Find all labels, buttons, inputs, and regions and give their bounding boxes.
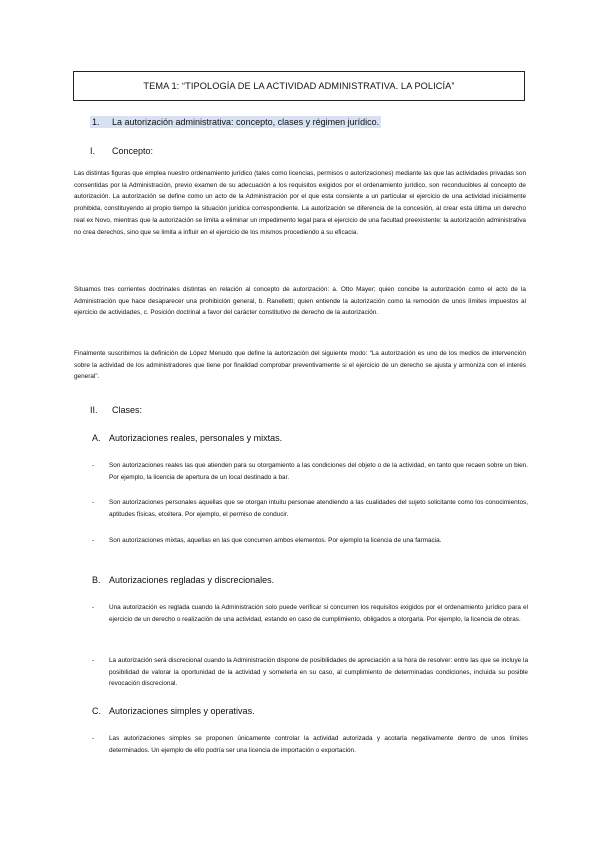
subsection-heading-b: [92, 575, 274, 585]
list-item: [92, 733, 528, 756]
page-title: TEMA 1: “TIPOLOGÍA DE LA ACTIVIDAD ADMINISTRATIVA. LA POLICÍA”: [143, 81, 455, 91]
concepto-label: Concepto:: [112, 146, 154, 156]
list-item: [92, 655, 528, 690]
section-label: La autorización administrativa: concepto, clases y régimen jurídico.: [112, 117, 380, 127]
subsection-heading-c: [92, 706, 255, 716]
paragraph: Situamos tres corrientes doctrinales distintas en relación al concepto de autorización: a. Otto Mayer; quien concibe la autorización como el acto de la Administración que hace desaparecer una prohibición general, b. Ranelletti; quien entiende la autorización como la remoción de unos límites impuestos al ejercicio de actividades, c. Posición doctrinal a favor del carácter constitutivo de derecho de la autorización.: [74, 286, 526, 317]
dash-bullet: -: [92, 462, 95, 469]
section-heading-1: [90, 117, 381, 127]
list-item: [92, 460, 528, 483]
subsection-label: Autorizaciones regladas y discrecionales.: [109, 575, 275, 585]
title-box: [73, 71, 525, 101]
subheading-concepto: [90, 146, 153, 156]
section-heading-highlight: [90, 116, 381, 128]
subsection-heading-a: [92, 433, 282, 443]
list-item: [92, 602, 528, 625]
subsection-label: Autorizaciones reales, personales y mixtas.: [109, 433, 283, 443]
dash-bullet: -: [92, 604, 95, 611]
paragraph: Finalmente suscribimos la definición de López Menudo que define la autorización del siguiente modo: “La autorización es uno de los medios de intervención sobre la actividad de los administradores que tiene por finalidad comprobar preventivamente si el ejercicio de un derecho se ajusta y armoniza con el interés general”.: [74, 350, 526, 381]
paragraph: Las distintas figuras que emplea nuestro ordenamiento jurídico (tales como licencias, permisos o autorizaciones) mediante las que las actividades privadas son consentidas por la Administración, previo examen de su adecuación a los requisitos exigidos por el ordenamiento jurídico, son reconducibles al concepto de autorización. La autorización se define como un acto de la Administración por el que esta consiente a un particular el ejercicio de una actividad inicialmente prohibida, constituyendo al propio tiempo la situación jurídica correspondiente. La autorización se diferencia de la concesión, al crear esta última un derecho real ex Novo, mientras que la autorización se limita a eliminar un impedimento legal para el ejercicio de una facultad preexistente: la autorización administrativa no crea derechos, sino que se limita a influir en el ejercicio de los mismos procediendo a su eficacia.: [74, 170, 526, 236]
subsection-letter: B.: [92, 575, 101, 585]
section-number: 1.: [92, 117, 100, 127]
list-item-text: La autorización será discrecional cuando la Administración dispone de posibilidades de apreciación a la hora de resolver: entre las que se incluye la posibilidad de valorar la oportunidad de la actividad y someterla en su caso, al cumplimiento de determinadas condiciones, incluida su posible revocación discrecional.: [109, 657, 528, 688]
subsection-label: Autorizaciones simples y operativas.: [109, 706, 255, 716]
concepto-numeral: I.: [90, 146, 96, 156]
list-item: [92, 535, 528, 547]
list-item-text: Son autorizaciones reales las que atienden para su otorgamiento a las condiciones del objeto o de la actividad, en tanto que recaen sobre un bien. Por ejemplo, la licencia de apertura de un local destinado a bar.: [109, 462, 528, 481]
subsection-letter: A.: [92, 433, 101, 443]
dash-bullet: -: [92, 657, 95, 664]
clases-label: Clases:: [112, 405, 143, 415]
list-item-text: Son autorizaciones mixtas, aquellas en las que concurren ambos elementos. Por ejemplo la licencia de una farmacia.: [109, 537, 442, 544]
list-item-text: Son autorizaciones personales aquellas que se otorgan intuitu personae atendiendo a las cualidades del sujeto solicitante como los conocimientos, aptitudes físicas, etcétera. Por ejemplo, el permiso de conducir.: [109, 499, 528, 518]
list-item-text: Una autorización es reglada cuando la Administración solo puede verificar si concurren los requisitos exigidos por el ordenamiento jurídico para el ejercicio de un derecho o realización de una actividad, estando en caso de cumplimiento, obligados a otorgarla. Por ejemplo, la licencia de obras.: [109, 604, 528, 623]
clases-numeral: II.: [90, 405, 98, 415]
dash-bullet: -: [92, 537, 95, 544]
list-item-text: Las autorizaciones simples se proponen únicamente controlar la actividad autorizada y acotarla negativamente dentro de unos límites determinados. Un ejemplo de ello podría ser una licencia de importación o exportación.: [109, 735, 528, 754]
subsection-letter: C.: [92, 706, 101, 716]
list-item: [92, 497, 528, 520]
dash-bullet: -: [92, 735, 95, 742]
subheading-clases: [90, 405, 142, 415]
dash-bullet: -: [92, 499, 95, 506]
